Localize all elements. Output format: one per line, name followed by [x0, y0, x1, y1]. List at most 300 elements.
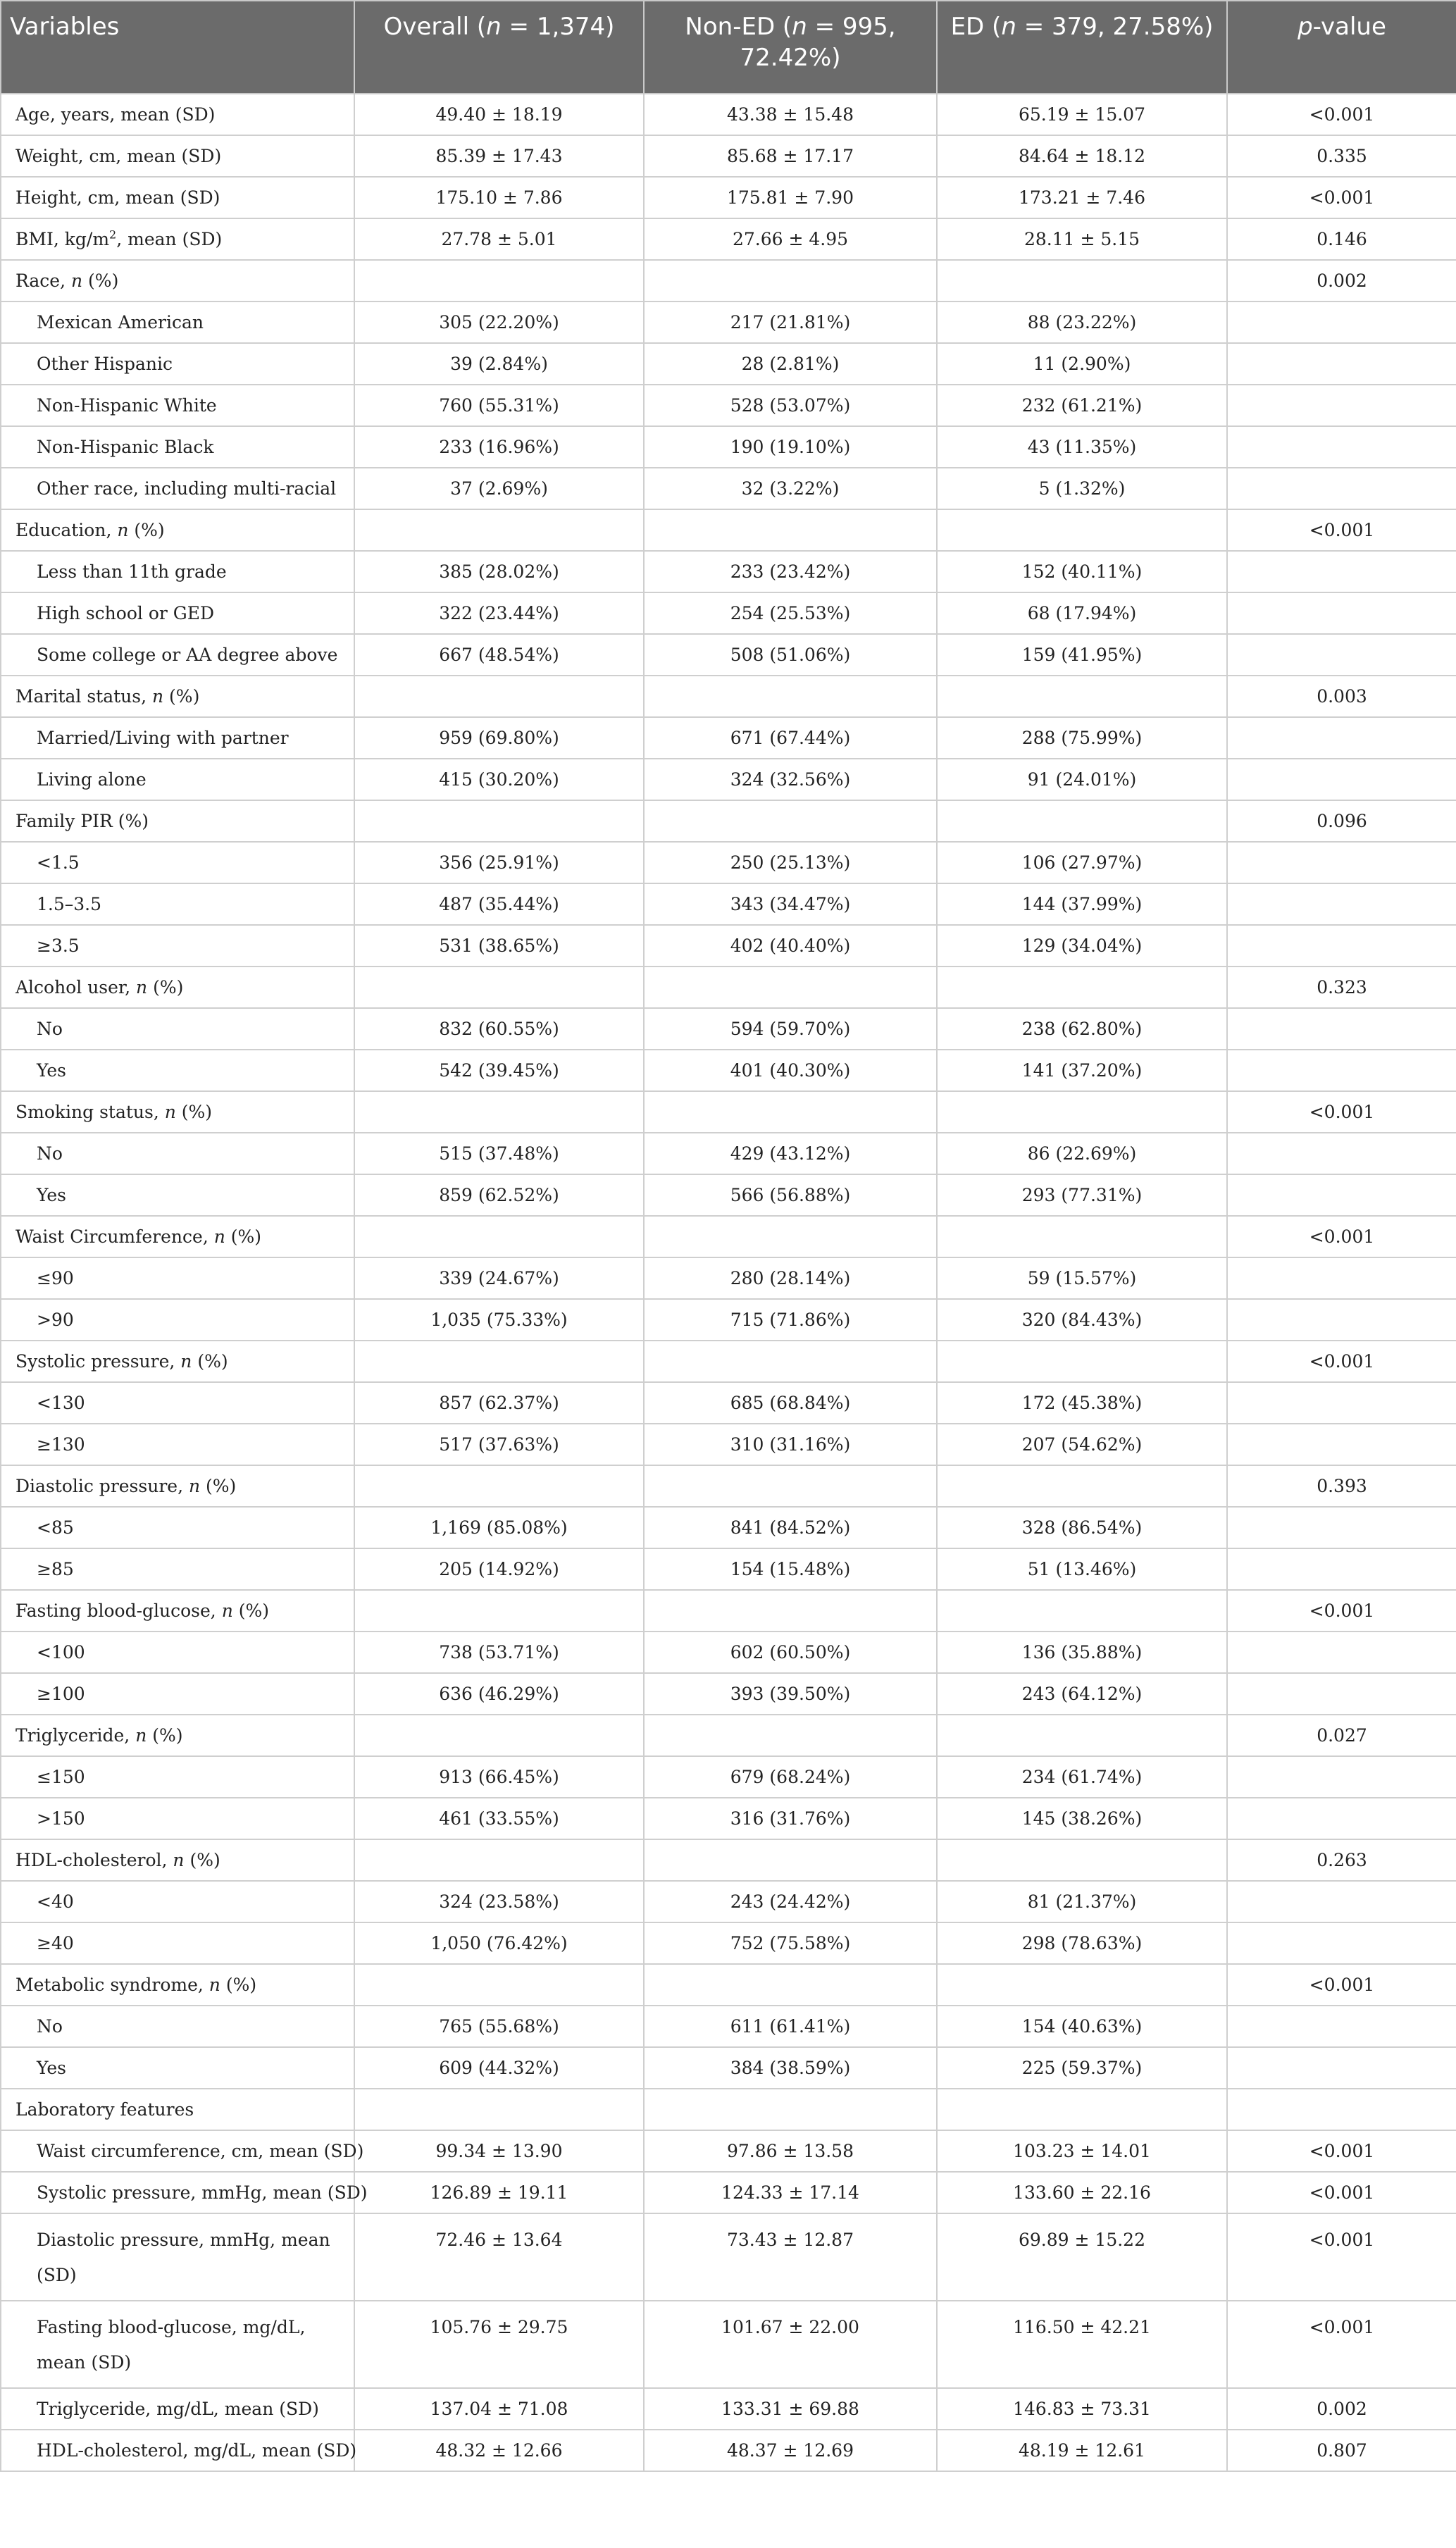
cell-ed: 328 (86.54%): [937, 1507, 1227, 1548]
row-label: Yes: [1, 1050, 354, 1091]
row-label: Race, n (%): [1, 260, 354, 302]
row-label: ≥3.5: [1, 925, 354, 967]
table-row: [1, 1548, 1456, 1590]
cell-overall: 857 (62.37%): [354, 1382, 644, 1424]
cell-ed: 116.50 ± 42.21: [937, 2301, 1227, 2388]
cell-p-value: [1227, 1257, 1456, 1299]
cell-non-ed: [644, 2089, 937, 2130]
cell-ed: [937, 1964, 1227, 2006]
cell-overall: 49.40 ± 18.19: [354, 94, 644, 135]
cell-p-value: [1227, 1798, 1456, 1839]
cell-p-value: [1227, 1050, 1456, 1091]
cell-overall: [354, 1216, 644, 1257]
table-row: [1, 1424, 1456, 1465]
cell-p-value: [1227, 1299, 1456, 1341]
cell-overall: 72.46 ± 13.64: [354, 2213, 644, 2301]
cell-non-ed: 402 (40.40%): [644, 925, 937, 967]
cell-overall: 1,035 (75.33%): [354, 1299, 644, 1341]
cell-overall: 175.10 ± 7.86: [354, 177, 644, 218]
cell-overall: 39 (2.84%): [354, 343, 644, 385]
cell-ed: 51 (13.46%): [937, 1548, 1227, 1590]
cell-p-value: [1227, 302, 1456, 343]
cell-overall: 1,169 (85.08%): [354, 1507, 644, 1548]
cell-overall: [354, 1839, 644, 1881]
table-row: [1, 385, 1456, 426]
cell-non-ed: 97.86 ± 13.58: [644, 2130, 937, 2172]
cell-ed: 154 (40.63%): [937, 2006, 1227, 2047]
row-label: Education, n (%): [1, 509, 354, 551]
table-body: [1, 94, 1456, 2471]
row-label: ≥100: [1, 1673, 354, 1715]
cell-overall: 1,050 (76.42%): [354, 1922, 644, 1964]
cell-p-value: <0.001: [1227, 2301, 1456, 2388]
cell-non-ed: 594 (59.70%): [644, 1008, 937, 1050]
table-row: [1, 509, 1456, 551]
cell-p-value: <0.001: [1227, 2172, 1456, 2213]
table-row: [1, 177, 1456, 218]
cell-overall: 137.04 ± 71.08: [354, 2388, 644, 2430]
cell-ed: 81 (21.37%): [937, 1881, 1227, 1922]
cell-non-ed: 310 (31.16%): [644, 1424, 937, 1465]
cell-overall: 233 (16.96%): [354, 426, 644, 468]
table-row: [1, 592, 1456, 634]
cell-non-ed: 73.43 ± 12.87: [644, 2213, 937, 2301]
table-row: [1, 2089, 1456, 2130]
cell-ed: 238 (62.80%): [937, 1008, 1227, 1050]
row-label: Systolic pressure, n (%): [1, 1341, 354, 1382]
cell-overall: 760 (55.31%): [354, 385, 644, 426]
cell-overall: 461 (33.55%): [354, 1798, 644, 1839]
row-label: Married/Living with partner: [1, 717, 354, 759]
cell-p-value: [1227, 2006, 1456, 2047]
row-label: <85: [1, 1507, 354, 1548]
row-label: Less than 11th grade: [1, 551, 354, 592]
cell-ed: 152 (40.11%): [937, 551, 1227, 592]
cell-overall: 324 (23.58%): [354, 1881, 644, 1922]
table-row: [1, 2006, 1456, 2047]
table-row: [1, 1299, 1456, 1341]
cell-non-ed: 32 (3.22%): [644, 468, 937, 509]
cell-non-ed: 611 (61.41%): [644, 2006, 937, 2047]
cell-p-value: [1227, 2089, 1456, 2130]
cell-overall: 48.32 ± 12.66: [354, 2430, 644, 2471]
table-row: [1, 1257, 1456, 1299]
row-label: Waist Circumference, n (%): [1, 1216, 354, 1257]
cell-p-value: 0.393: [1227, 1465, 1456, 1507]
cell-ed: 86 (22.69%): [937, 1133, 1227, 1174]
cell-p-value: <0.001: [1227, 1590, 1456, 1632]
cell-non-ed: [644, 509, 937, 551]
cell-ed: 207 (54.62%): [937, 1424, 1227, 1465]
cell-non-ed: 154 (15.48%): [644, 1548, 937, 1590]
cell-non-ed: 343 (34.47%): [644, 883, 937, 925]
table-row: [1, 2130, 1456, 2172]
cell-ed: [937, 967, 1227, 1008]
cell-p-value: <0.001: [1227, 509, 1456, 551]
cell-overall: 85.39 ± 17.43: [354, 135, 644, 177]
cell-p-value: [1227, 1008, 1456, 1050]
table-row: [1, 1839, 1456, 1881]
cell-non-ed: 528 (53.07%): [644, 385, 937, 426]
cell-non-ed: 101.67 ± 22.00: [644, 2301, 937, 2388]
row-label: No: [1, 1133, 354, 1174]
cell-overall: 859 (62.52%): [354, 1174, 644, 1216]
table-row: [1, 967, 1456, 1008]
cell-p-value: <0.001: [1227, 94, 1456, 135]
row-label: Alcohol user, n (%): [1, 967, 354, 1008]
table-row: [1, 343, 1456, 385]
cell-p-value: [1227, 842, 1456, 883]
table-row: [1, 717, 1456, 759]
cell-p-value: 0.002: [1227, 2388, 1456, 2430]
cell-overall: 517 (37.63%): [354, 1424, 644, 1465]
cell-p-value: 0.096: [1227, 800, 1456, 842]
cell-non-ed: [644, 967, 937, 1008]
row-label: Height, cm, mean (SD): [1, 177, 354, 218]
cell-p-value: [1227, 759, 1456, 800]
cell-non-ed: 602 (60.50%): [644, 1632, 937, 1673]
cell-non-ed: 280 (28.14%): [644, 1257, 937, 1299]
cell-p-value: [1227, 634, 1456, 676]
cell-p-value: [1227, 1382, 1456, 1424]
cell-overall: 126.89 ± 19.11: [354, 2172, 644, 2213]
cell-p-value: [1227, 1174, 1456, 1216]
cell-overall: 738 (53.71%): [354, 1632, 644, 1673]
cell-ed: 232 (61.21%): [937, 385, 1227, 426]
cell-overall: 99.34 ± 13.90: [354, 2130, 644, 2172]
row-label: Living alone: [1, 759, 354, 800]
cell-non-ed: 28 (2.81%): [644, 343, 937, 385]
cell-overall: [354, 260, 644, 302]
row-label: 1.5–3.5: [1, 883, 354, 925]
cell-overall: 959 (69.80%): [354, 717, 644, 759]
cell-ed: [937, 1839, 1227, 1881]
cell-ed: 145 (38.26%): [937, 1798, 1227, 1839]
cell-non-ed: 190 (19.10%): [644, 426, 937, 468]
row-label: Non-Hispanic White: [1, 385, 354, 426]
cell-p-value: 0.146: [1227, 218, 1456, 260]
cell-p-value: <0.001: [1227, 1091, 1456, 1133]
cell-non-ed: 324 (32.56%): [644, 759, 937, 800]
table-row: [1, 468, 1456, 509]
row-label: HDL-cholesterol, mg/dL, mean (SD): [1, 2430, 354, 2471]
cell-overall: 322 (23.44%): [354, 592, 644, 634]
cell-p-value: 0.807: [1227, 2430, 1456, 2471]
cell-p-value: 0.335: [1227, 135, 1456, 177]
row-label: Metabolic syndrome, n (%): [1, 1964, 354, 2006]
row-label: Family PIR (%): [1, 800, 354, 842]
row-label: Yes: [1, 1174, 354, 1216]
cell-ed: 48.19 ± 12.61: [937, 2430, 1227, 2471]
cell-ed: [937, 676, 1227, 717]
row-label: >150: [1, 1798, 354, 1839]
cell-p-value: [1227, 1424, 1456, 1465]
cell-p-value: <0.001: [1227, 2213, 1456, 2301]
cell-overall: 27.78 ± 5.01: [354, 218, 644, 260]
cell-non-ed: [644, 1216, 937, 1257]
cell-non-ed: 685 (68.84%): [644, 1382, 937, 1424]
cell-non-ed: 27.66 ± 4.95: [644, 218, 937, 260]
row-label: Some college or AA degree above: [1, 634, 354, 676]
row-label: Age, years, mean (SD): [1, 94, 354, 135]
cell-non-ed: 671 (67.44%): [644, 717, 937, 759]
cell-overall: 832 (60.55%): [354, 1008, 644, 1050]
cell-p-value: [1227, 883, 1456, 925]
cell-ed: 59 (15.57%): [937, 1257, 1227, 1299]
cell-p-value: 0.003: [1227, 676, 1456, 717]
table-row: [1, 94, 1456, 135]
table-header-row: [1, 1, 1456, 94]
cell-non-ed: 393 (39.50%): [644, 1673, 937, 1715]
cell-non-ed: [644, 800, 937, 842]
cell-non-ed: 841 (84.52%): [644, 1507, 937, 1548]
cell-ed: 144 (37.99%): [937, 883, 1227, 925]
table-row: [1, 1673, 1456, 1715]
row-label: Yes: [1, 2047, 354, 2089]
cell-overall: 765 (55.68%): [354, 2006, 644, 2047]
cell-ed: 106 (27.97%): [937, 842, 1227, 883]
cell-ed: 103.23 ± 14.01: [937, 2130, 1227, 2172]
cell-ed: 43 (11.35%): [937, 426, 1227, 468]
cell-overall: 205 (14.92%): [354, 1548, 644, 1590]
cell-ed: 243 (64.12%): [937, 1673, 1227, 1715]
table-row: [1, 1507, 1456, 1548]
cell-overall: 415 (30.20%): [354, 759, 644, 800]
cell-non-ed: 217 (21.81%): [644, 302, 937, 343]
table-row: [1, 1216, 1456, 1257]
cell-ed: [937, 1465, 1227, 1507]
cell-ed: 298 (78.63%): [937, 1922, 1227, 1964]
row-label: <40: [1, 1881, 354, 1922]
row-label: Marital status, n (%): [1, 676, 354, 717]
cell-p-value: <0.001: [1227, 1216, 1456, 1257]
cell-overall: 609 (44.32%): [354, 2047, 644, 2089]
cell-overall: [354, 1590, 644, 1632]
row-label: BMI, $kg/m^2$, mean (SD): [1, 218, 354, 260]
table-row: [1, 135, 1456, 177]
cell-non-ed: [644, 1590, 937, 1632]
header-ed: ED (n = 379, 27.58%): [937, 1, 1227, 94]
table-row: [1, 2430, 1456, 2471]
cell-ed: [937, 1091, 1227, 1133]
row-label: Diastolic pressure, n (%): [1, 1465, 354, 1507]
cell-overall: 531 (38.65%): [354, 925, 644, 967]
table-row: [1, 1756, 1456, 1798]
cell-p-value: [1227, 551, 1456, 592]
cell-overall: [354, 1091, 644, 1133]
cell-p-value: <0.001: [1227, 177, 1456, 218]
cell-ed: 88 (23.22%): [937, 302, 1227, 343]
cell-non-ed: 752 (75.58%): [644, 1922, 937, 1964]
row-label: Smoking status, n (%): [1, 1091, 354, 1133]
table-row: [1, 2047, 1456, 2089]
table-row: [1, 1341, 1456, 1382]
cell-overall: 487 (35.44%): [354, 883, 644, 925]
cell-ed: 159 (41.95%): [937, 634, 1227, 676]
cell-ed: 293 (77.31%): [937, 1174, 1227, 1216]
cell-overall: [354, 509, 644, 551]
cell-non-ed: [644, 1715, 937, 1756]
cell-overall: [354, 1465, 644, 1507]
cell-overall: 385 (28.02%): [354, 551, 644, 592]
row-label: <100: [1, 1632, 354, 1673]
cell-p-value: 0.263: [1227, 1839, 1456, 1881]
table-row: [1, 1922, 1456, 1964]
row-label: Waist circumference, cm, mean (SD): [1, 2130, 354, 2172]
table-row: [1, 1133, 1456, 1174]
table-row: [1, 1008, 1456, 1050]
header-p-value: p-value: [1227, 1, 1456, 94]
table-row: [1, 2172, 1456, 2213]
table-row: [1, 302, 1456, 343]
cell-non-ed: 85.68 ± 17.17: [644, 135, 937, 177]
cell-ed: 133.60 ± 22.16: [937, 2172, 1227, 2213]
cell-ed: 11 (2.90%): [937, 343, 1227, 385]
cell-non-ed: 124.33 ± 17.14: [644, 2172, 937, 2213]
cell-p-value: 0.027: [1227, 1715, 1456, 1756]
table-row: [1, 1881, 1456, 1922]
cell-ed: 69.89 ± 15.22: [937, 2213, 1227, 2301]
row-label: >90: [1, 1299, 354, 1341]
cell-ed: [937, 260, 1227, 302]
cell-p-value: [1227, 925, 1456, 967]
row-label: Other Hispanic: [1, 343, 354, 385]
cell-non-ed: 429 (43.12%): [644, 1133, 937, 1174]
row-label: ≤90: [1, 1257, 354, 1299]
cell-non-ed: 679 (68.24%): [644, 1756, 937, 1798]
row-label: Laboratory features: [1, 2089, 354, 2130]
cell-non-ed: 243 (24.42%): [644, 1881, 937, 1922]
cell-non-ed: 566 (56.88%): [644, 1174, 937, 1216]
cell-overall: 356 (25.91%): [354, 842, 644, 883]
cell-non-ed: 384 (38.59%): [644, 2047, 937, 2089]
cell-p-value: [1227, 1881, 1456, 1922]
table-row: [1, 759, 1456, 800]
cell-ed: 288 (75.99%): [937, 717, 1227, 759]
cell-ed: [937, 1590, 1227, 1632]
cell-overall: 913 (66.45%): [354, 1756, 644, 1798]
row-label: Diastolic pressure, mmHg, mean (SD): [1, 2213, 354, 2301]
row-label: High school or GED: [1, 592, 354, 634]
table-row: [1, 551, 1456, 592]
cell-ed: 84.64 ± 18.12: [937, 135, 1227, 177]
cell-overall: [354, 1341, 644, 1382]
cell-ed: [937, 800, 1227, 842]
table-row: [1, 1174, 1456, 1216]
row-label: Fasting blood-glucose, mg/dL, mean (SD): [1, 2301, 354, 2388]
cell-ed: 91 (24.01%): [937, 759, 1227, 800]
header-non-ed: Non-ED (n = 995, 72.42%): [644, 1, 937, 94]
cell-overall: 339 (24.67%): [354, 1257, 644, 1299]
cell-p-value: [1227, 1673, 1456, 1715]
cell-p-value: [1227, 385, 1456, 426]
cell-non-ed: 401 (40.30%): [644, 1050, 937, 1091]
cell-non-ed: [644, 260, 937, 302]
row-label: HDL-cholesterol, n (%): [1, 1839, 354, 1881]
row-label: Triglyceride, mg/dL, mean (SD): [1, 2388, 354, 2430]
cell-ed: 141 (37.20%): [937, 1050, 1227, 1091]
table-row: [1, 2213, 1456, 2301]
cell-ed: 68 (17.94%): [937, 592, 1227, 634]
cell-p-value: [1227, 592, 1456, 634]
cell-ed: 146.83 ± 73.31: [937, 2388, 1227, 2430]
table-row: [1, 2388, 1456, 2430]
cell-overall: 105.76 ± 29.75: [354, 2301, 644, 2388]
cell-ed: 173.21 ± 7.46: [937, 177, 1227, 218]
cell-ed: 28.11 ± 5.15: [937, 218, 1227, 260]
cell-ed: 136 (35.88%): [937, 1632, 1227, 1673]
cell-non-ed: [644, 1091, 937, 1133]
cell-overall: 667 (48.54%): [354, 634, 644, 676]
cell-overall: [354, 1964, 644, 2006]
row-label: Other race, including multi-racial: [1, 468, 354, 509]
cell-p-value: 0.002: [1227, 260, 1456, 302]
cell-p-value: [1227, 1756, 1456, 1798]
table-row: [1, 1632, 1456, 1673]
cell-overall: 542 (39.45%): [354, 1050, 644, 1091]
cell-overall: 305 (22.20%): [354, 302, 644, 343]
cell-p-value: [1227, 1922, 1456, 1964]
cell-overall: [354, 676, 644, 717]
cell-overall: [354, 967, 644, 1008]
cell-overall: 37 (2.69%): [354, 468, 644, 509]
cell-ed: 320 (84.43%): [937, 1299, 1227, 1341]
cell-non-ed: 254 (25.53%): [644, 592, 937, 634]
table-row: [1, 676, 1456, 717]
table-row: [1, 2301, 1456, 2388]
table-row: [1, 1590, 1456, 1632]
table-row: [1, 634, 1456, 676]
row-label: <1.5: [1, 842, 354, 883]
cell-p-value: [1227, 2047, 1456, 2089]
cell-non-ed: 250 (25.13%): [644, 842, 937, 883]
cell-overall: 515 (37.48%): [354, 1133, 644, 1174]
cell-p-value: [1227, 468, 1456, 509]
cell-ed: 234 (61.74%): [937, 1756, 1227, 1798]
cell-ed: [937, 1216, 1227, 1257]
cell-p-value: <0.001: [1227, 1341, 1456, 1382]
cell-overall: [354, 800, 644, 842]
table-row: [1, 260, 1456, 302]
cell-non-ed: 48.37 ± 12.69: [644, 2430, 937, 2471]
table-row: [1, 426, 1456, 468]
cell-p-value: 0.323: [1227, 967, 1456, 1008]
cell-non-ed: [644, 676, 937, 717]
cell-ed: [937, 1341, 1227, 1382]
table-row: [1, 925, 1456, 967]
cell-p-value: [1227, 1507, 1456, 1548]
cell-non-ed: 133.31 ± 69.88: [644, 2388, 937, 2430]
cell-ed: [937, 1715, 1227, 1756]
cell-ed: 225 (59.37%): [937, 2047, 1227, 2089]
row-label: ≥85: [1, 1548, 354, 1590]
cell-p-value: [1227, 1632, 1456, 1673]
header-variables: Variables: [1, 1, 354, 94]
cell-non-ed: [644, 1341, 937, 1382]
cell-p-value: <0.001: [1227, 2130, 1456, 2172]
cell-p-value: <0.001: [1227, 1964, 1456, 2006]
cell-ed: [937, 2089, 1227, 2130]
cell-non-ed: 316 (31.76%): [644, 1798, 937, 1839]
row-label: Triglyceride, n (%): [1, 1715, 354, 1756]
row-label: Weight, cm, mean (SD): [1, 135, 354, 177]
row-label: Systolic pressure, mmHg, mean (SD): [1, 2172, 354, 2213]
table-row: [1, 218, 1456, 260]
cell-ed: 5 (1.32%): [937, 468, 1227, 509]
table-row: [1, 1091, 1456, 1133]
cell-overall: [354, 2089, 644, 2130]
table-row: [1, 800, 1456, 842]
